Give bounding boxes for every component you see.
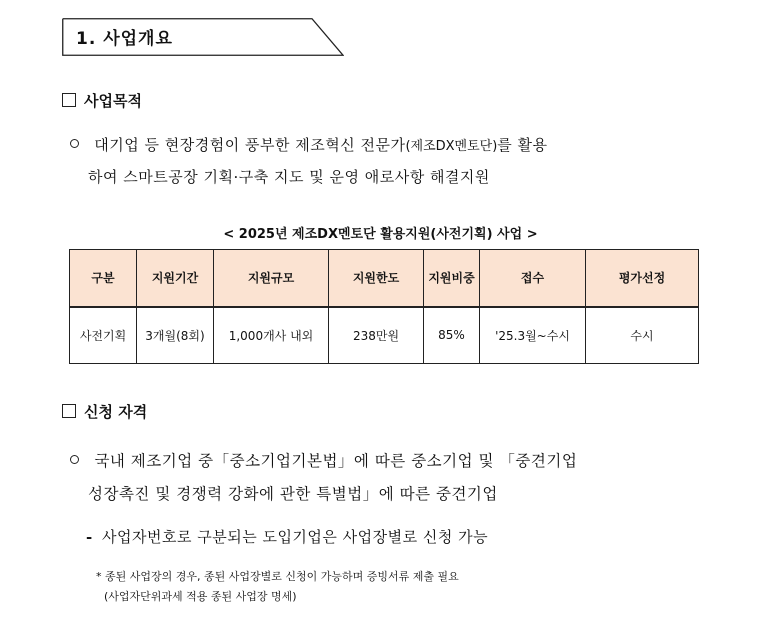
dash-bullet-icon: - [86, 528, 93, 546]
purpose-text-c: 를 활용 [497, 136, 548, 154]
section-title: 1. 사업개요 [76, 29, 173, 49]
eligibility-heading [62, 401, 147, 422]
purpose-text-line2: 하여 스마트공장 기획·구축 지도 및 운영 애로사항 해결지원 [88, 168, 490, 186]
eligibility-sub-bullet [86, 526, 488, 547]
circle-bullet-icon [70, 455, 79, 464]
col-header: 지원한도 [329, 250, 424, 307]
table-caption: < 2025년 제조DX멘토단 활용지원(사전기획) 사업 > [223, 227, 538, 242]
col-header: 지원비중 [424, 250, 480, 307]
eligibility-text-line1 [70, 449, 577, 471]
eligibility-text-a: 국내 제조기업 중「중소기업기본법」에 따른 중소기업 및 「중견기업 [94, 452, 578, 470]
checkbox-square-icon [62, 404, 76, 418]
purpose-heading [62, 90, 142, 111]
purpose-heading-label: 사업목적 [84, 92, 142, 110]
eligibility-note-line2: (사업자단위과세 적용 종된 사업장 명세) [104, 590, 297, 603]
table-cell: 1,000개사 내외 [214, 307, 329, 364]
col-header: 지원규모 [214, 250, 329, 307]
table-row [70, 307, 699, 364]
col-header: 구분 [70, 250, 137, 307]
col-header: 지원기간 [137, 250, 214, 307]
eligibility-note-line1: * 종된 사업장의 경우, 종된 사업장별로 신청이 가능하며 증빙서류 제출 필요 [96, 570, 459, 583]
eligibility-sub-text: 사업자번호로 구분되는 도입기업은 사업장별로 신청 가능 [102, 528, 489, 546]
col-header: 접수 [480, 250, 586, 307]
table-cell: 사전기획 [70, 307, 137, 364]
eligibility-heading-label: 신청 자격 [84, 403, 148, 421]
checkbox-square-icon [62, 93, 76, 107]
col-header: 평가선정 [586, 250, 699, 307]
support-table [69, 249, 699, 364]
table-cell: 85% [424, 307, 480, 364]
table-cell: '25.3월~수시 [480, 307, 586, 364]
table-cell: 3개월(8회) [137, 307, 214, 364]
eligibility-text-line2: 성장촉진 및 경쟁력 강화에 관한 특별법」에 따른 중견기업 [88, 485, 498, 503]
table-header-row [70, 250, 699, 307]
table-cell: 238만원 [329, 307, 424, 364]
circle-bullet-icon [70, 139, 79, 148]
purpose-text-a: 대기업 등 현장경험이 풍부한 제조혁신 전문가 [94, 136, 406, 154]
purpose-text-line1 [70, 134, 548, 155]
purpose-text-mentor: (제조DX멘토단) [405, 139, 498, 154]
table-cell: 수시 [586, 307, 699, 364]
